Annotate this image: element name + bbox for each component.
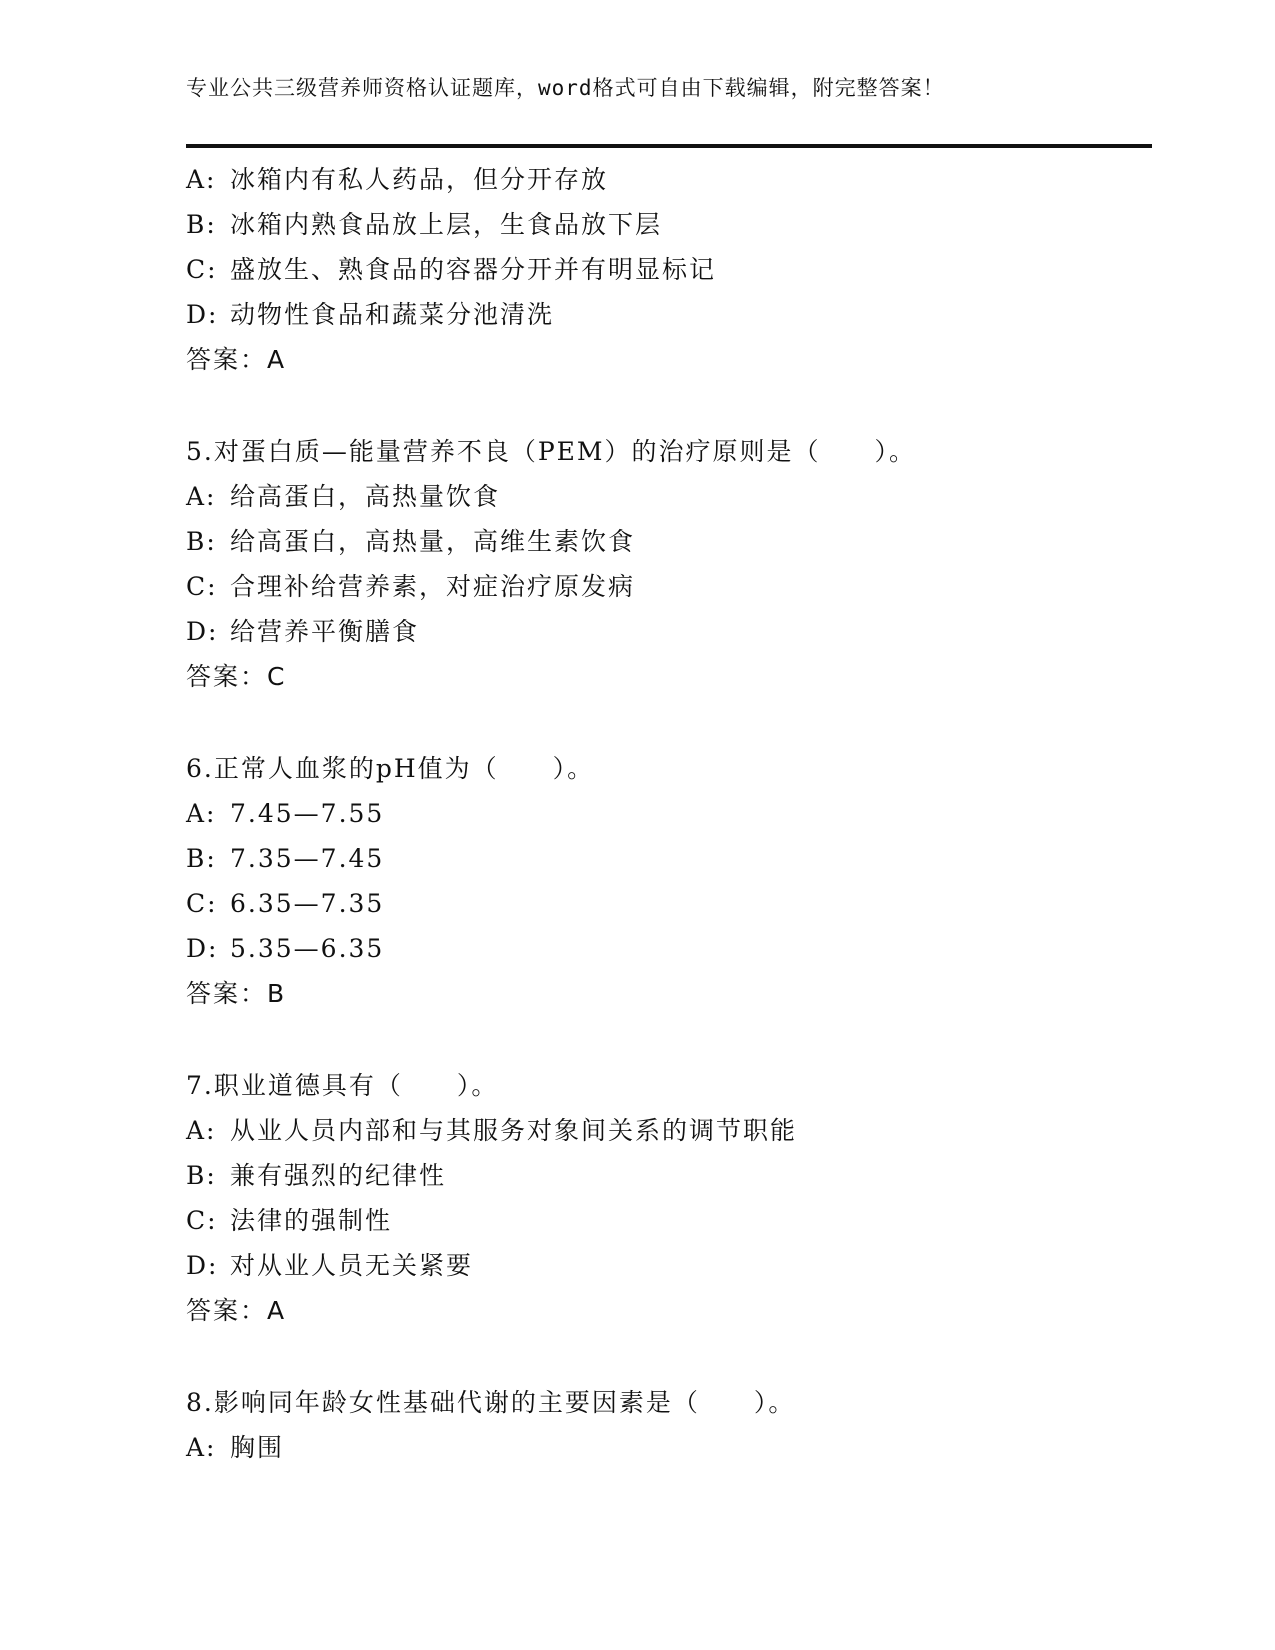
option-text: 兼有强烈的纪律性 <box>230 1161 447 1190</box>
header-divider <box>186 144 1152 148</box>
option-row <box>186 564 1146 609</box>
option-text: 6.35—7.35 <box>230 889 385 918</box>
option-letter: A: <box>186 165 217 194</box>
option-text: 盛放生、熟食品的容器分开并有明显标记 <box>230 255 717 284</box>
option-row <box>186 1198 1146 1243</box>
question-stem: 6.正常人血浆的pH值为（ ）。 <box>186 754 595 783</box>
option-row <box>186 836 1146 881</box>
question-stem: 8.影响同年龄女性基础代谢的主要因素是（ ）。 <box>186 1388 796 1417</box>
option-letter: A: <box>186 482 217 511</box>
option-text: 法律的强制性 <box>230 1206 393 1235</box>
option-text: 给高蛋白，高热量，高维生素饮食 <box>230 527 636 556</box>
option-text: 冰箱内熟食品放上层，生食品放下层 <box>230 210 663 239</box>
option-letter: D: <box>186 934 219 963</box>
answer-label: 答案：A <box>186 345 287 374</box>
option-letter: B: <box>186 527 217 556</box>
option-row <box>186 1153 1146 1198</box>
option-row <box>186 1108 1146 1153</box>
option-letter: D: <box>186 300 219 329</box>
spacer <box>186 699 1146 746</box>
question-stem: 5.对蛋白质—能量营养不良（PEM）的治疗原则是（ ）。 <box>186 437 917 466</box>
option-letter: C: <box>186 255 218 284</box>
option-text: 胸围 <box>230 1433 285 1462</box>
option-row <box>186 247 1146 292</box>
option-row <box>186 881 1146 926</box>
option-letter: D: <box>186 1251 219 1280</box>
question-block <box>186 429 1146 699</box>
option-letter: A: <box>186 799 217 828</box>
option-letter: B: <box>186 210 217 239</box>
option-letter: C: <box>186 1206 218 1235</box>
option-row <box>186 791 1146 836</box>
option-text: 7.35—7.45 <box>230 844 385 873</box>
question-block <box>186 1063 1146 1333</box>
option-text: 从业人员内部和与其服务对象间关系的调节职能 <box>230 1116 798 1145</box>
option-row <box>186 1425 1146 1470</box>
spacer <box>186 382 1146 429</box>
option-text: 冰箱内有私人药品，但分开存放 <box>230 165 609 194</box>
option-row <box>186 519 1146 564</box>
option-letter: D: <box>186 617 219 646</box>
spacer <box>186 1016 1146 1063</box>
option-text: 给高蛋白，高热量饮食 <box>230 482 501 511</box>
option-letter: B: <box>186 844 217 873</box>
option-letter: A: <box>186 1433 217 1462</box>
question-block <box>186 746 1146 1016</box>
option-letter: A: <box>186 1116 217 1145</box>
option-text: 合理补给营养素，对症治疗原发病 <box>230 572 636 601</box>
option-text: 对从业人员无关紧要 <box>230 1251 474 1280</box>
answer-label: 答案：B <box>186 979 287 1008</box>
option-letter: C: <box>186 889 218 918</box>
option-text: 动物性食品和蔬菜分池清洗 <box>230 300 555 329</box>
question-block <box>186 1380 1146 1470</box>
option-row <box>186 609 1146 654</box>
option-row <box>186 292 1146 337</box>
option-row <box>186 474 1146 519</box>
answer-label: 答案：A <box>186 1296 287 1325</box>
option-row <box>186 202 1146 247</box>
question-list <box>186 157 1146 1470</box>
option-text: 7.45—7.55 <box>230 799 385 828</box>
spacer <box>186 1333 1146 1380</box>
answer-label: 答案：C <box>186 662 287 691</box>
option-text: 给营养平衡膳食 <box>230 617 420 646</box>
option-letter: C: <box>186 572 218 601</box>
option-row <box>186 157 1146 202</box>
option-row <box>186 1243 1146 1288</box>
page-header: 专业公共三级营养师资格认证题库，word格式可自由下载编辑，附完整答案！ <box>186 76 945 100</box>
option-letter: B: <box>186 1161 217 1190</box>
option-row <box>186 926 1146 971</box>
question-stem: 7.职业道德具有（ ）。 <box>186 1071 499 1100</box>
option-text: 5.35—6.35 <box>230 934 385 963</box>
question-block <box>186 157 1146 382</box>
